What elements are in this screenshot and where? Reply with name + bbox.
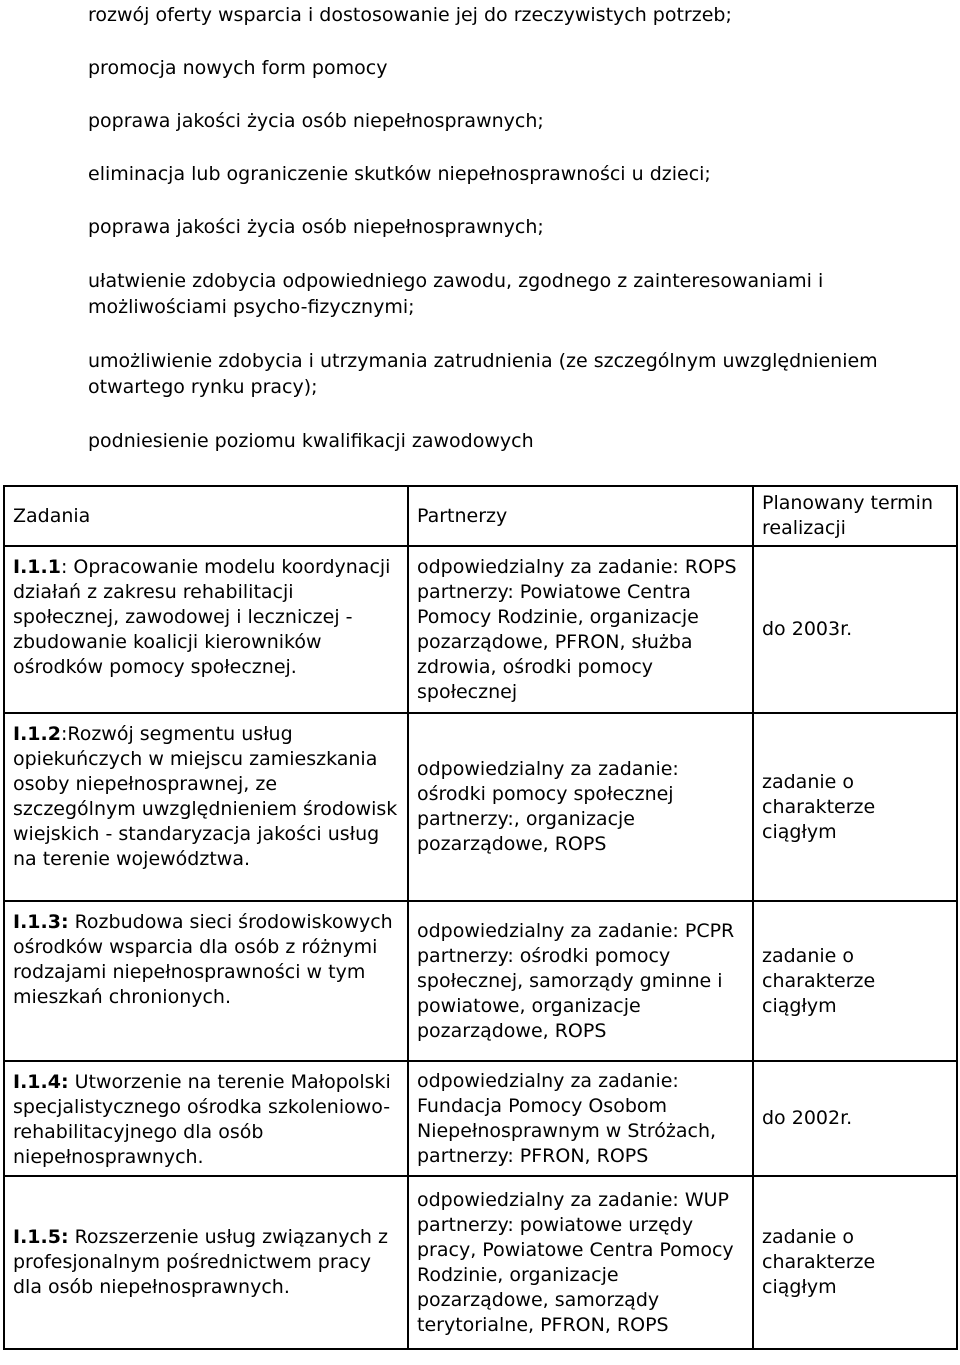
task-cell xyxy=(4,901,408,1061)
task-description: Utworzenie na terenie Małopolski specjalistycznego ośrodka szkoleniowo-rehabilitacyjnego dla osób niepełnosprawnych. xyxy=(13,1071,391,1168)
deadline-cell: zadanie o charakterze ciągłym xyxy=(753,1176,957,1349)
goal-item: umożliwienie zdobycia i utrzymania zatrudnienia (ze szczególnym uwzględnieniem otwartego rynku pracy); xyxy=(88,350,878,398)
table-header-row xyxy=(4,486,957,546)
deadline-cell: do 2002r. xyxy=(753,1061,957,1176)
goal-item: promocja nowych form pomocy xyxy=(88,57,388,79)
table-row xyxy=(4,546,957,713)
goal-item: podniesienie poziomu kwalifikacji zawodowych xyxy=(88,430,534,452)
table-row xyxy=(4,901,957,1061)
task-description: Rozbudowa sieci środowiskowych ośrodków wsparcia dla osób z różnymi rodzajami niepełnosprawności w tym mieszkań chronionych. xyxy=(13,911,393,1008)
task-cell xyxy=(4,546,408,713)
goal-item: poprawa jakości życia osób niepełnosprawnych; xyxy=(88,216,544,238)
header-tasks: Zadania xyxy=(4,486,408,546)
goal-item: rozwój oferty wsparcia i dostosowanie jej do rzeczywistych potrzeb; xyxy=(88,4,732,26)
deadline-cell: zadanie o charakterze ciągłym xyxy=(753,713,957,901)
table-row xyxy=(4,1061,957,1176)
partners-cell: odpowiedzialny za zadanie: ośrodki pomocy społecznej partnerzy:, organizacje pozarządowe, ROPS xyxy=(408,713,753,901)
task-cell xyxy=(4,1176,408,1349)
header-partners: Partnerzy xyxy=(408,486,753,546)
task-code: I.1.2 xyxy=(13,723,61,745)
tasks-table xyxy=(3,485,958,1350)
task-description: :Rozwój segmentu usług opiekuńczych w miejscu zamieszkania osoby niepełnosprawnej, ze szczególnym uwzględnieniem środowisk wiejskich - standaryzacja jakości usług na terenie województwa. xyxy=(13,723,398,870)
task-code: I.1.1 xyxy=(13,556,61,578)
task-description: : Opracowanie modelu koordynacji działań z zakresu rehabilitacji społecznej, zawodowej i leczniczej - zbudowanie koalicji kierowników ośrodków pomocy społecznej. xyxy=(13,556,391,678)
goal-item: eliminacja lub ograniczenie skutków niepełnosprawności u dzieci; xyxy=(88,163,711,185)
task-code: I.1.4: xyxy=(13,1071,69,1093)
deadline-cell: zadanie o charakterze ciągłym xyxy=(753,901,957,1061)
partners-cell: odpowiedzialny za zadanie: PCPR partnerzy: ośrodki pomocy społecznej, samorządy gminne i powiatowe, organizacje pozarządowe, ROPS xyxy=(408,901,753,1061)
task-description: Rozszerzenie usług związanych z profesjonalnym pośrednictwem pracy dla osób niepełnosprawnych. xyxy=(13,1226,388,1298)
task-code: I.1.5: xyxy=(13,1226,69,1248)
header-deadline: Planowany termin realizacji xyxy=(753,486,957,546)
partners-cell: odpowiedzialny za zadanie: ROPS partnerzy: Powiatowe Centra Pomocy Rodzinie, organizacje pozarządowe, PFRON, służba zdrowia, ośrodki pomocy społecznej xyxy=(408,546,753,713)
table-row xyxy=(4,713,957,901)
partners-cell: odpowiedzialny za zadanie: WUP partnerzy: powiatowe urzędy pracy, Powiatowe Centra Pomocy Rodzinie, organizacje pozarządowe, samorządy terytorialne, PFRON, ROPS xyxy=(408,1176,753,1349)
task-code: I.1.3: xyxy=(13,911,69,933)
table-row xyxy=(4,1176,957,1349)
deadline-cell: do 2003r. xyxy=(753,546,957,713)
task-cell xyxy=(4,1061,408,1176)
goal-item: poprawa jakości życia osób niepełnosprawnych; xyxy=(88,110,544,132)
goal-item: ułatwienie zdobycia odpowiedniego zawodu, zgodnego z zainteresowaniami i możliwościami psycho-fizycznymi; xyxy=(88,270,824,318)
partners-cell: odpowiedzialny za zadanie: Fundacja Pomocy Osobom Niepełnosprawnym w Stróżach, partnerzy: PFRON, ROPS xyxy=(408,1061,753,1176)
task-cell xyxy=(4,713,408,901)
